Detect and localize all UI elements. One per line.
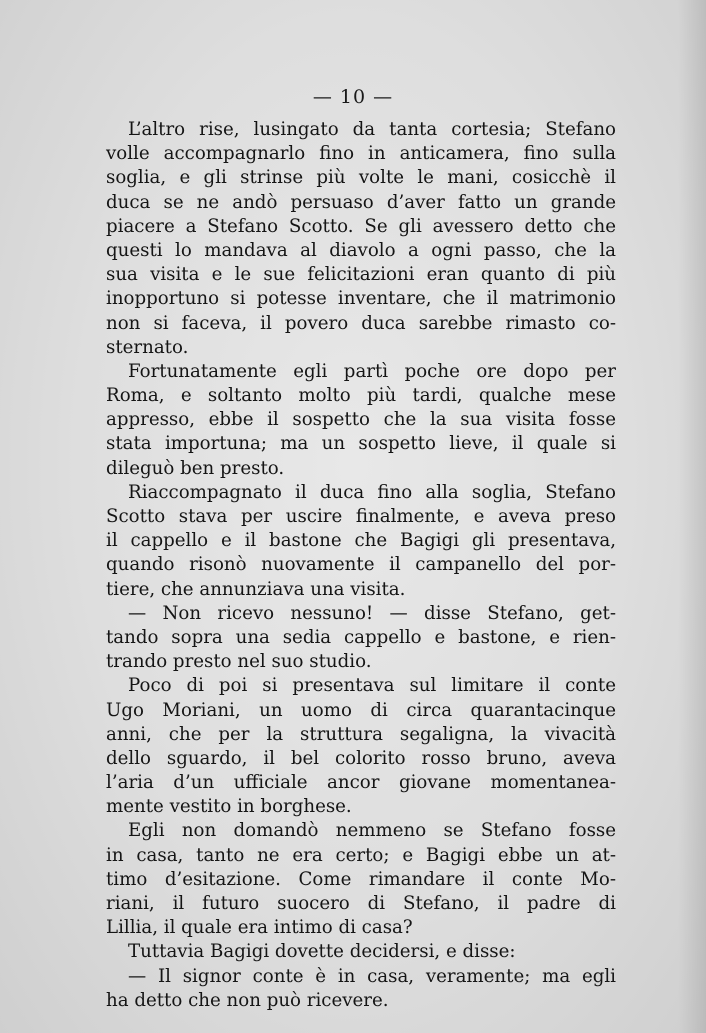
text-line: sternato. bbox=[106, 336, 189, 358]
text-line: in casa, tanto ne era certo; e Bagigi ebbe un at- bbox=[106, 844, 616, 866]
text-line: piacere a Stefano Scotto. Se gli avessero detto che bbox=[106, 215, 616, 237]
text-line: Poco di poi si presentava sul limitare il conte bbox=[128, 675, 616, 697]
text-line: tando sopra una sedia cappello e bastone, e rien- bbox=[106, 626, 616, 648]
text-line: — Non ricevo nessuno! — disse Stefano, get- bbox=[128, 602, 616, 624]
text-line: Riaccompagnato il duca fino alla soglia, Stefano bbox=[128, 481, 616, 503]
text-line: mente vestito in borghese. bbox=[106, 796, 352, 818]
text-line: Tuttavia Bagigi dovette decidersi, e disse: bbox=[128, 941, 516, 963]
text-line: anni, che per la struttura segaligna, la vivacità bbox=[106, 723, 616, 745]
text-line: stata importuna; ma un sospetto lieve, il quale si bbox=[106, 433, 616, 455]
text-line: Egli non domandò nemmeno se Stefano fosse bbox=[128, 820, 616, 842]
text-line: soglia, e gli strinse più volte le mani, cosicchè il bbox=[106, 167, 616, 189]
page-number: — 10 — bbox=[312, 86, 394, 108]
text-line: Lillia, il quale era intimo di casa? bbox=[106, 917, 413, 939]
text-line: questi lo mandava al diavolo a ogni passo, che la bbox=[106, 239, 616, 261]
text-line: dello sguardo, il bel colorito rosso bruno, aveva bbox=[106, 747, 616, 769]
text-line: Roma, e soltanto molto più tardi, qualche mese bbox=[106, 385, 616, 407]
text-line: Fortunatamente egli partì poche ore dopo per bbox=[128, 360, 616, 382]
text-line: timo d’esitazione. Come rimandare il conte Mo- bbox=[106, 868, 616, 890]
text-line: l’aria d’un ufficiale ancor giovane momentanea- bbox=[106, 772, 616, 794]
text-line: quando risonò nuovamente il campanello del por- bbox=[106, 554, 616, 576]
page-edge-shadow bbox=[678, 0, 706, 1033]
text-line: inopportuno si potesse inventare, che il matrimonio bbox=[106, 288, 616, 310]
text-line: trando presto nel suo studio. bbox=[106, 651, 372, 673]
text-line: appresso, ebbe il sospetto che la sua visita fosse bbox=[106, 409, 616, 431]
text-line: L’altro rise, lusingato da tanta cortesia; Stefano bbox=[128, 119, 616, 140]
text-line: volle accompagnarlo fino in anticamera, fino sulla bbox=[106, 143, 616, 165]
text-line: non si faceva, il povero duca sarebbe rimasto co- bbox=[106, 312, 616, 334]
text-line: riani, il futuro suocero di Stefano, il padre di bbox=[106, 893, 616, 914]
text-line: Scotto stava per uscire finalmente, e aveva preso bbox=[106, 506, 616, 527]
text-line: dileguò ben presto. bbox=[106, 457, 285, 479]
text-line: sua visita e le sue felicitazioni eran quanto di più bbox=[106, 264, 616, 286]
text-line: ha detto che non può ricevere. bbox=[106, 989, 389, 1011]
body-text bbox=[106, 118, 616, 1013]
text-line: il cappello e il bastone che Bagigi gli presentava, bbox=[106, 530, 616, 552]
text-line: duca se ne andò persuaso d’aver fatto un grande bbox=[106, 191, 616, 213]
text-line: — Il signor conte è in casa, veramente; ma egli bbox=[128, 965, 616, 987]
text-line: tiere, che annunziava una visita. bbox=[106, 578, 406, 600]
text-line: Ugo Moriani, un uomo di circa quarantacinque bbox=[106, 699, 616, 721]
